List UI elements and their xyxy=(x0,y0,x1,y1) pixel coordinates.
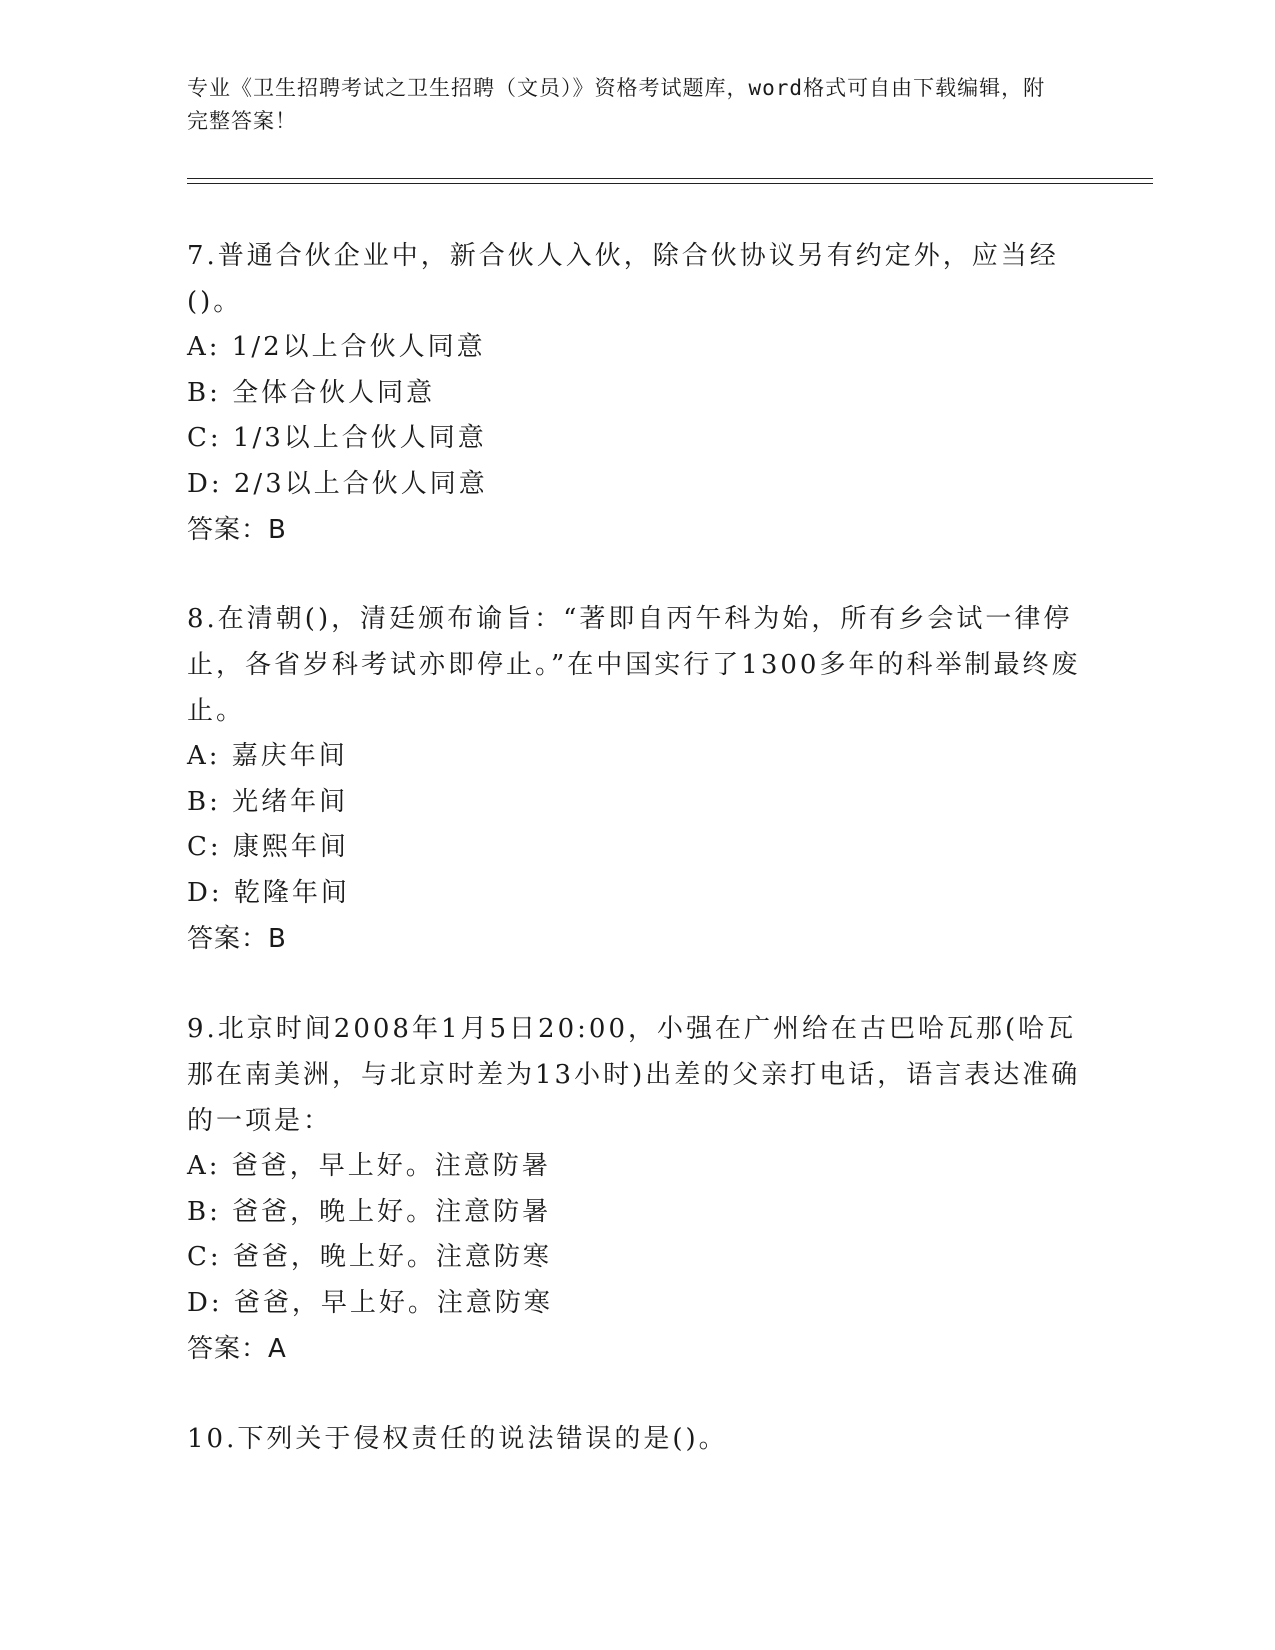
option-d: D: 2/3以上合伙人同意 xyxy=(187,468,488,499)
question-stem: 7.普通合伙企业中，新合伙人入伙，除合伙协议另有约定外，应当经()。 xyxy=(187,241,1059,317)
option-c: C: 康熙年间 xyxy=(187,832,349,862)
question-7 xyxy=(187,233,1087,553)
option-c: C: 爸爸，晚上好。注意防寒 xyxy=(187,1242,552,1272)
answer: 答案：B xyxy=(187,924,287,954)
answer: 答案：A xyxy=(187,1334,287,1364)
question-stem: 8.在清朝()，清廷颁布谕旨：“著即自丙午科为始，所有乡会试一律停止，各省岁科考试亦即停止。”在中国实行了1300多年的科举制最终废止。 xyxy=(187,604,1081,726)
question-stem: 9.北京时间2008年1月5日20:00，小强在广州给在古巴哈瓦那(哈瓦那在南美洲，与北京时差为13小时)出差的父亲打电话，语言表达准确的一项是： xyxy=(187,1014,1081,1136)
header-divider-bottom xyxy=(187,183,1153,184)
option-b: B: 光绪年间 xyxy=(187,786,349,817)
option-c: C: 1/3以上合伙人同意 xyxy=(187,423,487,453)
option-a: A: 嘉庆年间 xyxy=(187,741,348,771)
question-10 xyxy=(187,1416,1087,1462)
document-header: 专业《卫生招聘考试之卫生招聘（文员）》资格考试题库，word格式可自由下载编辑，附完整答案！ xyxy=(187,76,1046,133)
question-8 xyxy=(187,596,1087,962)
option-b: B: 爸爸，晚上好。注意防暑 xyxy=(187,1196,552,1227)
question-stem: 10.下列关于侵权责任的说法错误的是()。 xyxy=(187,1424,728,1454)
option-a: A: 1/2以上合伙人同意 xyxy=(187,332,486,362)
answer: 答案：B xyxy=(187,515,287,545)
option-d: D: 爸爸，早上好。注意防寒 xyxy=(187,1287,553,1318)
question-9 xyxy=(187,1006,1087,1372)
option-d: D: 乾隆年间 xyxy=(187,877,350,908)
option-b: B: 全体合伙人同意 xyxy=(187,377,436,408)
option-a: A: 爸爸，早上好。注意防暑 xyxy=(187,1151,551,1181)
header-divider-top xyxy=(187,178,1153,179)
